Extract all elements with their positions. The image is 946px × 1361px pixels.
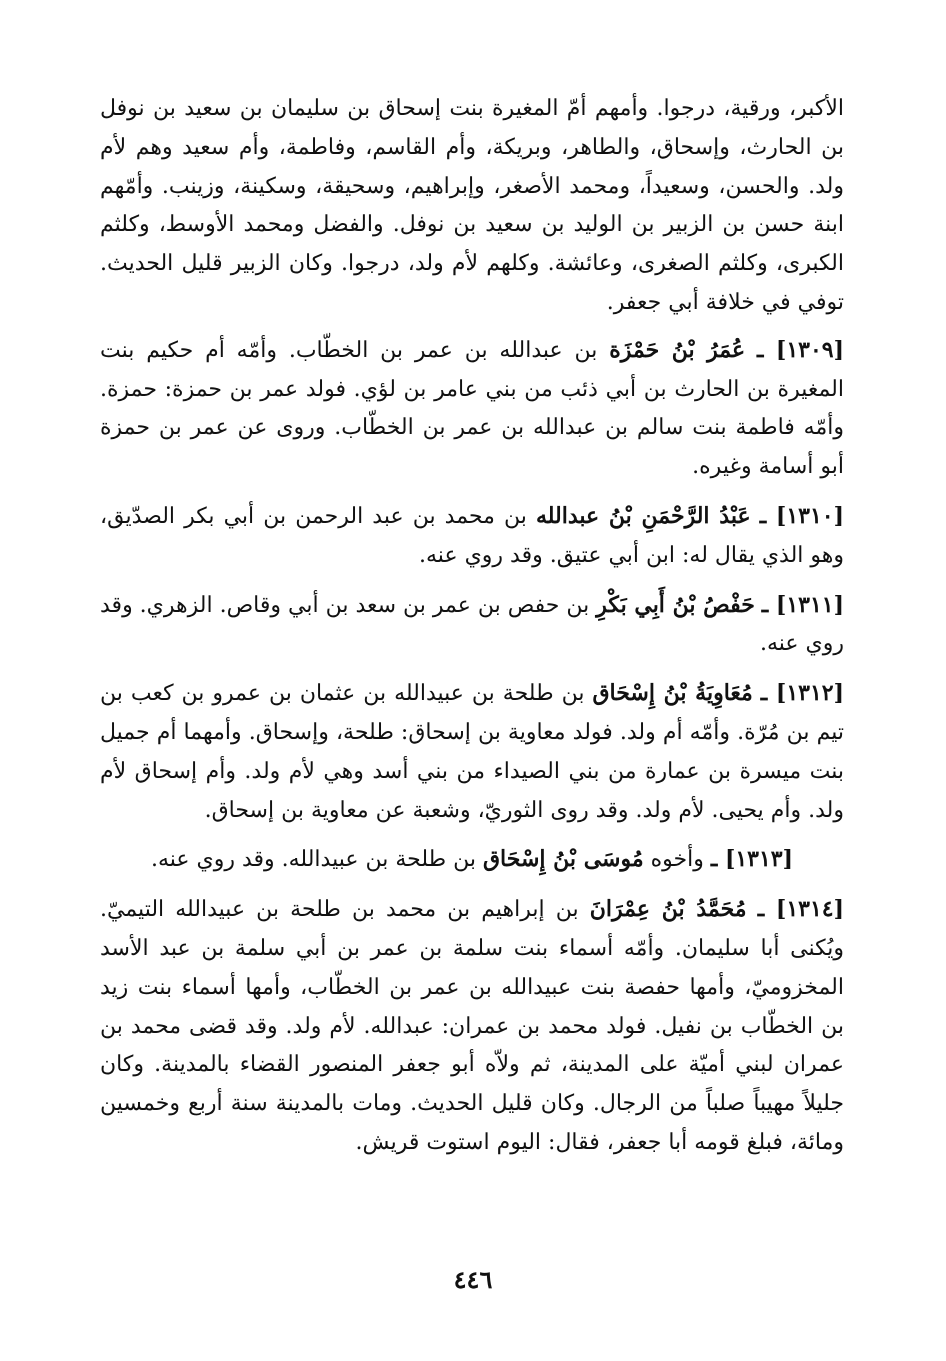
entry-text: بن محمد بن عبد الرحمن بن أبي بكر الصدّيق، وهو الذي يقال له: ابن أبي عتيق. وقد روي عنه. xyxy=(100,503,844,568)
entry-1312 xyxy=(100,674,844,830)
entry-name: عَبْدُ الرَّحْمَنِ بْنُ عبدالله xyxy=(535,502,751,529)
entry-name: مُحَمَّدُ بْنُ عِمْرَانَ xyxy=(589,896,747,923)
entry-number: [١٣١٣] ـ xyxy=(710,846,794,873)
entry-name: حَفْصُ بْنُ أَبِي بَكْرِ xyxy=(596,591,755,618)
entry-1313 xyxy=(100,840,844,880)
page-number: ٤٤٦ xyxy=(453,1265,493,1294)
entry-text: بن إبراهيم بن محمد بن طلحة بن عبيدالله التيميّ. ويُكنى أبا سليمان. وأمّه أسماء بنت سلمة بن عمر بن أبي سلمة بن عبد الأسد المخزوميّ، وأمها حفصة بنت عبيدالله بن عمر بن الخطّاب، وأمها أسماء بنت زيد بن الخطّاب بن نفيل. فولد محمد بن عمران: عبدالله. لأم ولد. وقد قضى محمد بن عمران لبني أميّة على المدينة، ثم ولاّه أبو جعفر المنصور القضاء بالمدينة. وكان جليلاً مهيباً صلباً من الرجال. وكان قليل الحديث. ومات بالمدينة سنة أربع وخمسين ومائة، فبلغ قومه أبا جعفر، فقال: اليوم استوت قريش. xyxy=(100,897,844,1155)
entry-name: مُعَاوِيَةُ بْنُ إِسْحَاق xyxy=(592,680,753,707)
entry-text: بن طلحة بن عبيدالله بن عثمان بن عمرو بن كعب بن تيم بن مُرّة. وأمّه أم ولد. فولد معاوية بن إسحاق: طلحة، وإسحاق. وأمهما أم جميل بنت ميسرة بن عمارة من بني الصيداء من بني أسد وهي لأم ولد. وأم إسحاق لأم ولد. وأم يحيى. لأم ولد. وقد روى الثوريّ، وشعبة عن معاوية بن إسحاق. xyxy=(100,681,844,823)
entry-text: بن حفص بن عمر بن سعد بن أبي وقاص. الزهري. وقد روي عنه. xyxy=(100,592,844,657)
entry-prefix: وأخوه xyxy=(643,847,711,873)
entry-name: عُمَرُ بْنُ حَمْزَة xyxy=(609,336,746,363)
entry-1314 xyxy=(100,890,844,1163)
entry-1310 xyxy=(100,497,844,576)
paragraph-text: الأكبر، ورقية، درجوا. وأمهم أمّ المغيرة بنت إسحاق بن سليمان بن سعيد بن نوفل بن الحارث، وإسحاق، والطاهر، وبريكة، وأم القاسم، وفاطمة، وأم سعيد وهم لأم ولد. والحسن، وسعيداً، ومحمد الأصغر، وإبراهيم، وسحيقة، وسكينة، وزينب. وأمّهم ابنة حسن بن الزبير بن الوليد بن سعيد بن نوفل. والفضل ومحمد الأوسط، وكلثم الكبرى، وكلثم الصغرى، وعائشة. وكلهم لأم ولد، درجوا. وكان الزبير قليل الحديث. توفي في خلافة أبي جعفر. xyxy=(100,96,844,315)
entry-name: مُوسَى بْنُ إِسْحَاق xyxy=(482,846,644,873)
entry-1311 xyxy=(100,586,844,665)
entry-text: بن عبدالله بن عمر بن الخطّاب. وأمّه أم حكيم بنت المغيرة بن الحارث بن أبي ذئب من بني عامر بن لؤي. فولد عمر بن حمزة: حمزة. وأمّه فاطمة بنت سالم بن عبدالله بن عمر بن الخطّاب. وروى عن عمر بن حمزة أبو أسامة وغيره. xyxy=(100,337,844,480)
paragraph-continuation xyxy=(100,90,844,323)
entry-text: بن طلحة بن عبيدالله. وقد روي عنه. xyxy=(150,847,483,873)
entry-number: [١٣١٠] ـ xyxy=(759,502,845,529)
entry-number: [١٣٠٩] ـ xyxy=(756,336,845,363)
entry-number: [١٣١٢] ـ xyxy=(760,680,844,707)
text-body xyxy=(100,90,844,1173)
entry-number: [١٣١١] ـ xyxy=(761,591,844,618)
entry-number: [١٣١٤] ـ xyxy=(757,896,844,923)
entry-1309 xyxy=(100,331,844,487)
